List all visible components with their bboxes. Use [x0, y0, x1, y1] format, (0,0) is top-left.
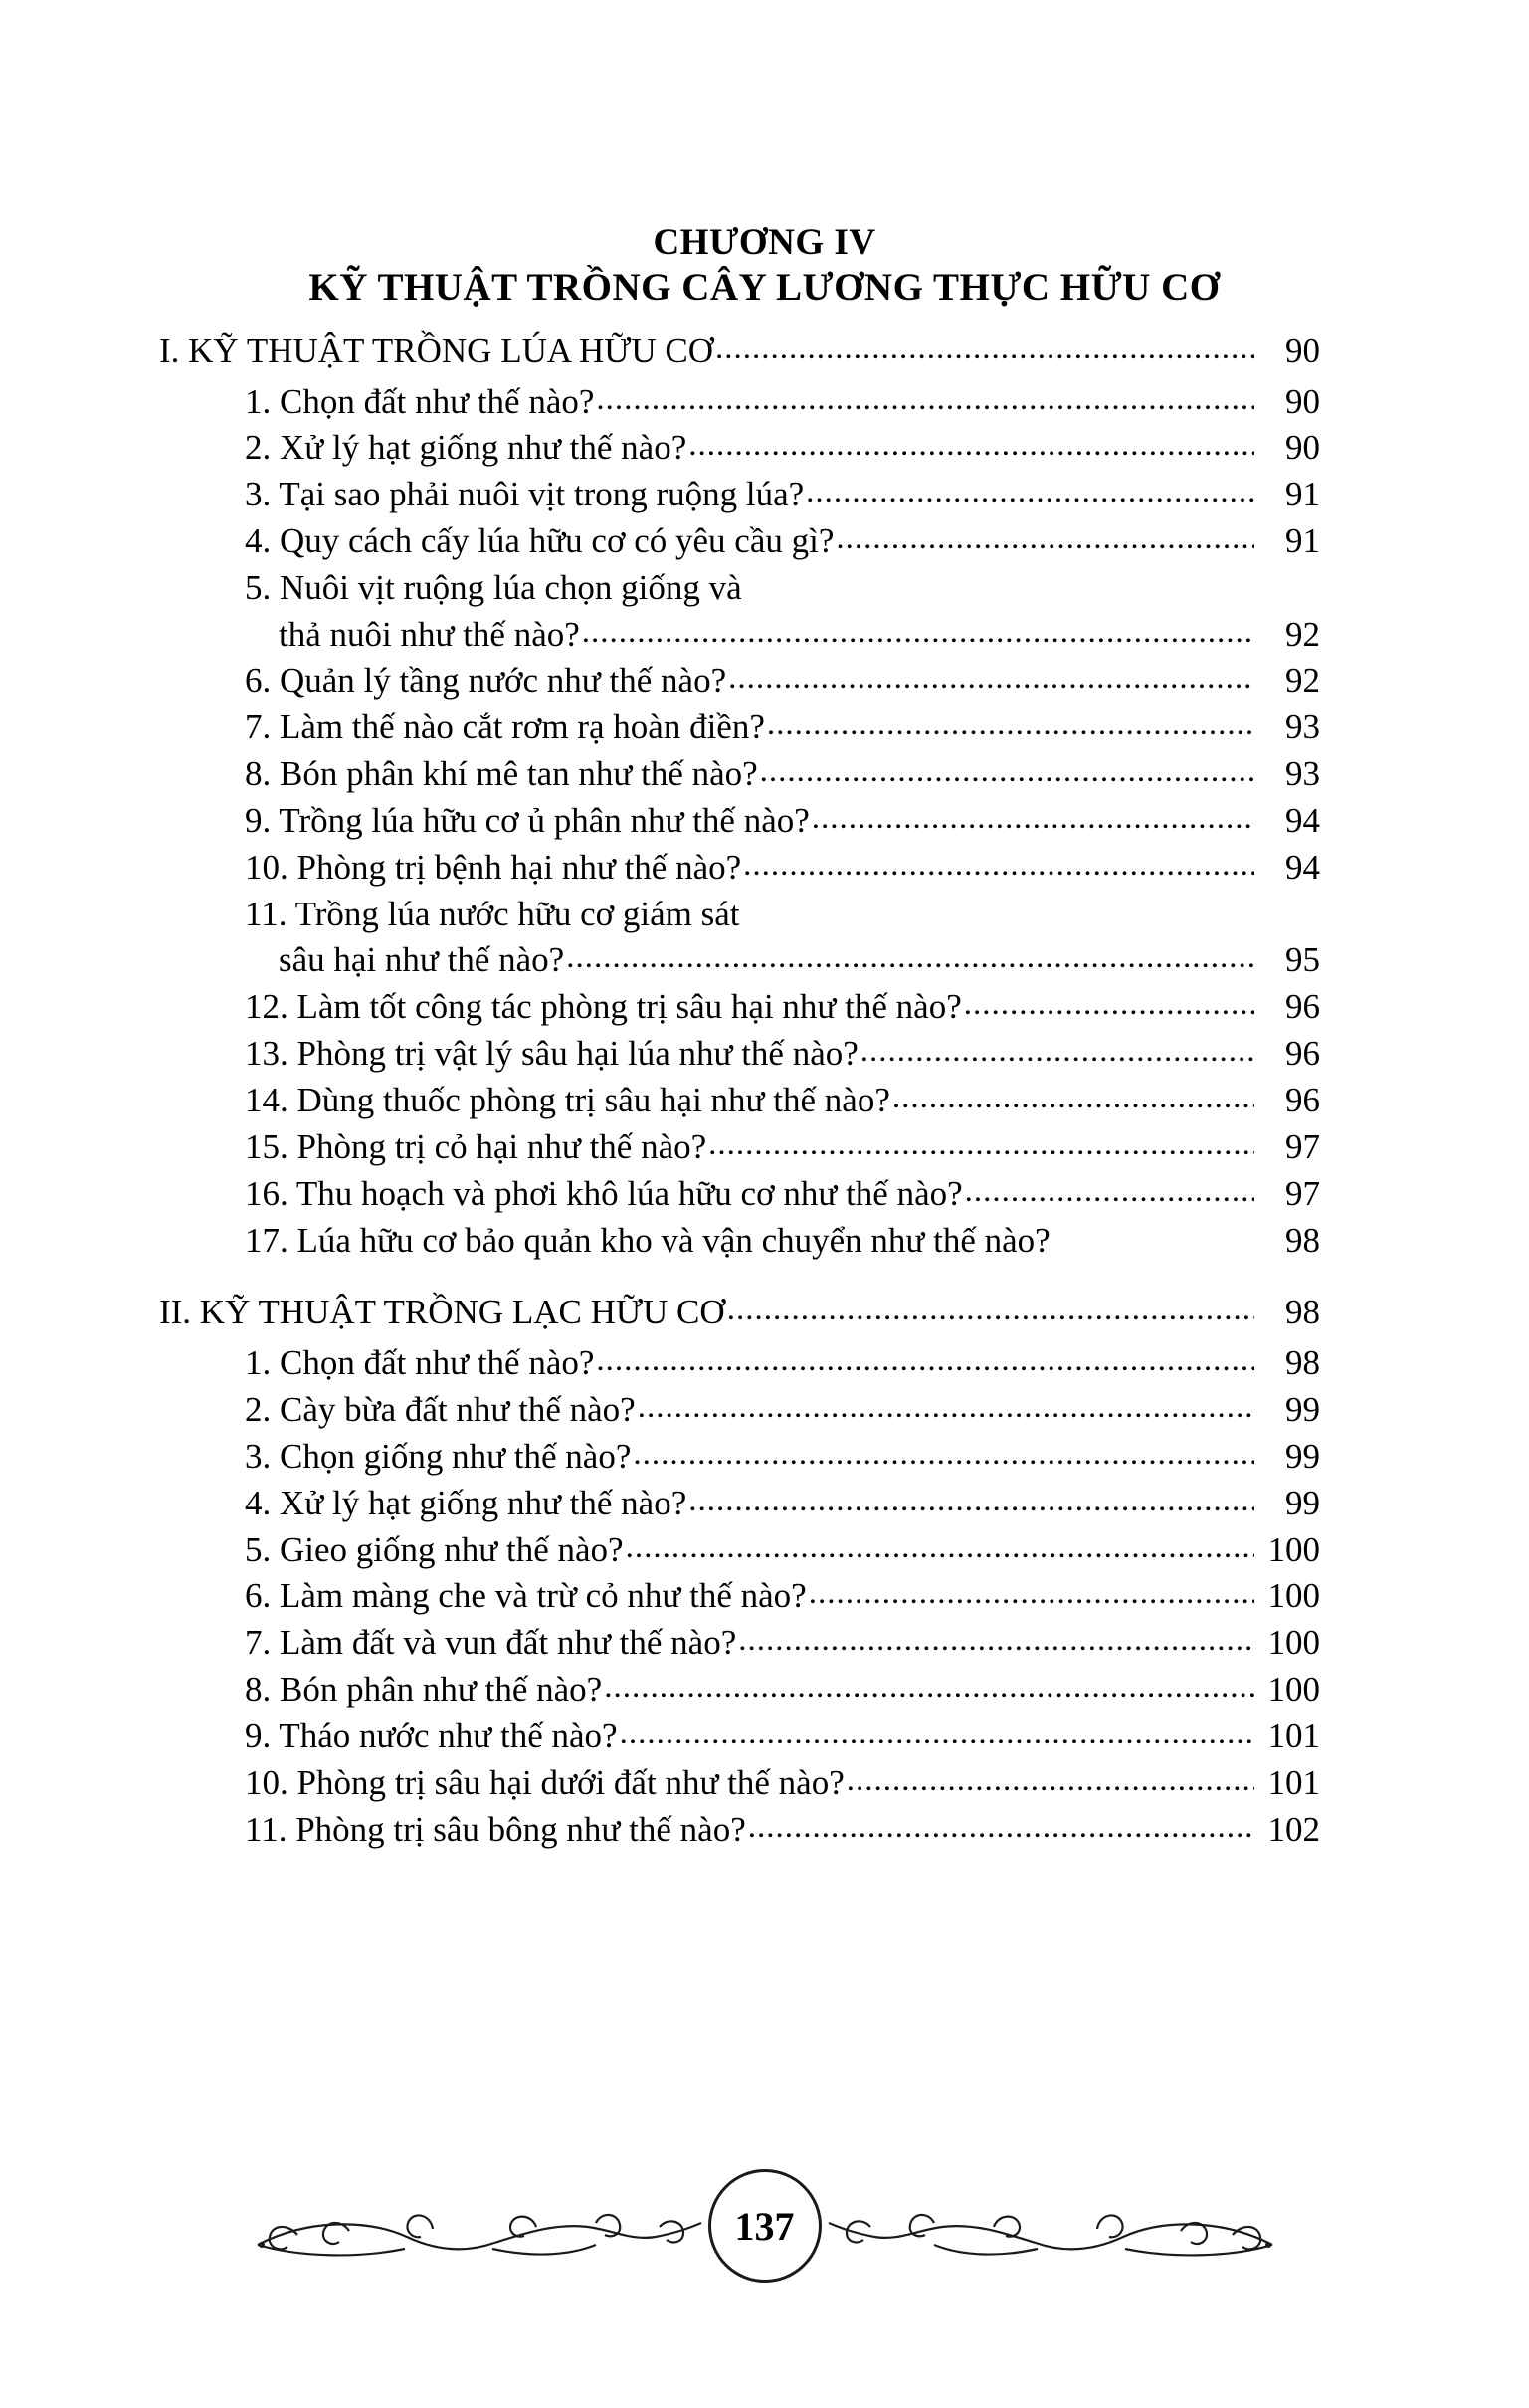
page-number-badge — [708, 2169, 822, 2283]
dot-leader — [760, 747, 1254, 794]
toc-page-number: 97 — [1285, 1173, 1320, 1213]
toc-page-number: 90 — [1285, 381, 1320, 421]
toc-item[interactable] — [159, 565, 1320, 612]
toc-item-label: 2. Cày bừa đất như thế nào? — [245, 1389, 636, 1429]
toc-page-number: 91 — [1285, 475, 1320, 514]
dot-leader — [767, 701, 1254, 747]
toc-item[interactable] — [159, 1078, 1320, 1124]
toc-page-number: 90 — [1285, 330, 1320, 370]
chapter-number: CHƯƠNG IV — [653, 222, 876, 263]
toc-item[interactable] — [159, 704, 1320, 751]
toc-page-number: 100 — [1267, 1623, 1320, 1663]
dot-leader — [582, 608, 1254, 655]
toc-item-label: 2. Xử lý hạt giống như thế nào? — [245, 428, 687, 468]
toc-page-number: 92 — [1285, 614, 1320, 654]
toc-item-label: 8. Bón phân như thế nào? — [245, 1670, 603, 1709]
toc-item-label: 16. Thu hoạch và phơi khô lúa hữu cơ như thế nào? — [245, 1173, 963, 1213]
dot-leader — [847, 1756, 1254, 1803]
dot-leader — [964, 980, 1254, 1027]
toc-item-label: 11. Phòng trị sâu bông như thế nào? — [245, 1809, 746, 1849]
toc-item[interactable] — [159, 798, 1320, 845]
toc-page-number: 100 — [1267, 1529, 1320, 1569]
dot-leader — [633, 1430, 1254, 1477]
toc-item-label: 7. Làm thế nào cắt rơm rạ hoàn điền? — [245, 707, 765, 747]
toc-item[interactable] — [159, 1527, 1320, 1574]
toc-page-number: 93 — [1285, 707, 1320, 747]
toc-item[interactable] — [159, 425, 1320, 472]
dot-leader — [748, 1803, 1254, 1850]
toc-item-label: 6. Làm màng che và trừ cỏ như thế nào? — [245, 1576, 807, 1616]
chapter-heading — [0, 221, 1529, 310]
toc-item[interactable] — [159, 1481, 1320, 1527]
toc-page-number: 96 — [1285, 1081, 1320, 1120]
dot-leader — [604, 1663, 1254, 1709]
dot-leader — [715, 324, 1254, 371]
toc-page-number: 90 — [1285, 428, 1320, 468]
toc-item-label: 1. Chọn đất như thế nào? — [245, 1343, 595, 1383]
toc-item-label: 10. Phòng trị bệnh hại như thế nào? — [245, 847, 742, 887]
toc-page-number: 96 — [1285, 1034, 1320, 1074]
toc-item-label: 12. Làm tốt công tác phòng trị sâu hại như thế nào? — [245, 987, 962, 1027]
toc-item[interactable] — [159, 1667, 1320, 1713]
toc-page-number: 101 — [1267, 1762, 1320, 1802]
toc-item[interactable] — [159, 518, 1320, 565]
toc-item[interactable] — [159, 1573, 1320, 1620]
toc-page-number: 99 — [1285, 1389, 1320, 1429]
toc-item-label: 3. Tại sao phải nuôi vịt trong ruộng lúa? — [245, 475, 805, 514]
dot-leader — [860, 1027, 1254, 1074]
toc-page-number: 94 — [1285, 801, 1320, 841]
toc-item-continuation[interactable] — [159, 612, 1320, 659]
toc-section-label: II. KỸ THUẬT TRỒNG LẠC HỮU CƠ — [159, 1293, 725, 1332]
toc-item-label: 3. Chọn giống như thế nào? — [245, 1436, 632, 1476]
toc-item-label: 4. Quy cách cấy lúa hữu cơ có yêu cầu gì? — [245, 521, 835, 561]
toc-page-number: 99 — [1285, 1436, 1320, 1476]
toc-item[interactable] — [159, 845, 1320, 892]
toc-item[interactable] — [159, 379, 1320, 426]
toc-item[interactable] — [159, 984, 1320, 1031]
table-of-contents — [0, 328, 1529, 1854]
dot-leader — [727, 1286, 1254, 1332]
dot-leader — [809, 1569, 1254, 1616]
toc-page-number: 99 — [1285, 1483, 1320, 1522]
toc-item-label: 14. Dùng thuốc phòng trị sâu hại như thế nào? — [245, 1081, 890, 1120]
toc-item[interactable] — [159, 1760, 1320, 1807]
toc-item-continuation[interactable] — [159, 937, 1320, 984]
dot-leader — [708, 1120, 1254, 1167]
toc-item[interactable] — [159, 1620, 1320, 1667]
dot-leader — [638, 1383, 1254, 1430]
toc-item-label: 6. Quản lý tầng nước như thế nào? — [245, 661, 727, 701]
dot-leader — [743, 841, 1254, 888]
dot-leader — [812, 794, 1254, 841]
dot-leader — [728, 654, 1254, 701]
toc-item-label: 13. Phòng trị vật lý sâu hại lúa như thế nào? — [245, 1034, 859, 1074]
toc-item[interactable] — [159, 892, 1320, 938]
toc-item-label: 4. Xử lý hạt giống như thế nào? — [245, 1483, 687, 1522]
dot-leader — [688, 421, 1254, 468]
toc-page-number: 98 — [1285, 1293, 1320, 1332]
toc-page-number: 94 — [1285, 847, 1320, 887]
toc-page-number: 98 — [1285, 1343, 1320, 1383]
toc-item-label: 9. Tháo nước như thế nào? — [245, 1716, 618, 1756]
toc-item-label-cont: sâu hại như thế nào? — [279, 940, 565, 980]
toc-item-label: 8. Bón phân khí mê tan như thế nào? — [245, 754, 758, 794]
toc-item[interactable] — [159, 1807, 1320, 1854]
dot-leader — [596, 1336, 1254, 1383]
toc-section-label: I. KỸ THUẬT TRỒNG LÚA HỮU CƠ — [159, 330, 714, 370]
toc-item-label: 9. Trồng lúa hữu cơ ủ phân như thế nào? — [245, 801, 810, 841]
dot-leader — [892, 1074, 1254, 1120]
dot-leader — [806, 468, 1254, 514]
toc-item[interactable] — [159, 1031, 1320, 1078]
toc-item[interactable] — [159, 1218, 1320, 1265]
toc-page-number: 95 — [1285, 940, 1320, 980]
toc-item[interactable] — [159, 1124, 1320, 1171]
toc-section-heading[interactable] — [159, 328, 1320, 375]
page-number: 137 — [734, 2203, 795, 2249]
toc-section-heading[interactable] — [159, 1290, 1320, 1336]
toc-item[interactable] — [159, 472, 1320, 518]
toc-item-label-cont: thả nuôi như thế nào? — [279, 614, 580, 654]
toc-item-label: 1. Chọn đất như thế nào? — [245, 381, 595, 421]
dot-leader — [596, 375, 1254, 422]
chapter-title: KỸ THUẬT TRỒNG CÂY LƯƠNG THỰC HỮU CƠ — [308, 265, 1221, 308]
toc-item[interactable] — [159, 1387, 1320, 1434]
toc-item[interactable] — [159, 658, 1320, 704]
dot-leader — [965, 1167, 1254, 1214]
toc-page-number: 100 — [1267, 1670, 1320, 1709]
toc-item[interactable] — [159, 751, 1320, 798]
toc-page-number: 96 — [1285, 987, 1320, 1027]
toc-page-number: 97 — [1285, 1126, 1320, 1166]
toc-item[interactable] — [159, 1434, 1320, 1481]
toc-page-number: 93 — [1285, 754, 1320, 794]
toc-page-number: 91 — [1285, 521, 1320, 561]
toc-item-label: 5. Gieo giống như thế nào? — [245, 1529, 624, 1569]
toc-item-label: 5. Nuôi vịt ruộng lúa chọn giống và — [245, 568, 742, 608]
dot-leader — [738, 1616, 1254, 1663]
toc-page-number: 98 — [1285, 1220, 1320, 1260]
toc-page-number: 102 — [1267, 1809, 1320, 1849]
dot-leader — [688, 1477, 1254, 1523]
toc-page-number: 100 — [1267, 1576, 1320, 1616]
toc-item[interactable] — [159, 1340, 1320, 1387]
dot-leader — [620, 1709, 1254, 1756]
dot-leader — [566, 933, 1254, 980]
dot-leader — [836, 514, 1254, 561]
dot-leader — [626, 1523, 1254, 1570]
toc-item-label: 7. Làm đất và vun đất như thế nào? — [245, 1623, 737, 1663]
toc-page-number: 92 — [1285, 661, 1320, 701]
toc-item-label: 15. Phòng trị cỏ hại như thế nào? — [245, 1126, 707, 1166]
toc-item[interactable] — [159, 1171, 1320, 1218]
toc-item-label: 10. Phòng trị sâu hại dưới đất như thế nào? — [245, 1762, 845, 1802]
toc-page-number: 101 — [1267, 1716, 1320, 1756]
toc-item[interactable] — [159, 1713, 1320, 1760]
toc-item-label: 17. Lúa hữu cơ bảo quản kho và vận chuyển như thế nào? — [245, 1220, 1051, 1260]
toc-item-label: 11. Trồng lúa nước hữu cơ giám sát — [245, 894, 740, 933]
